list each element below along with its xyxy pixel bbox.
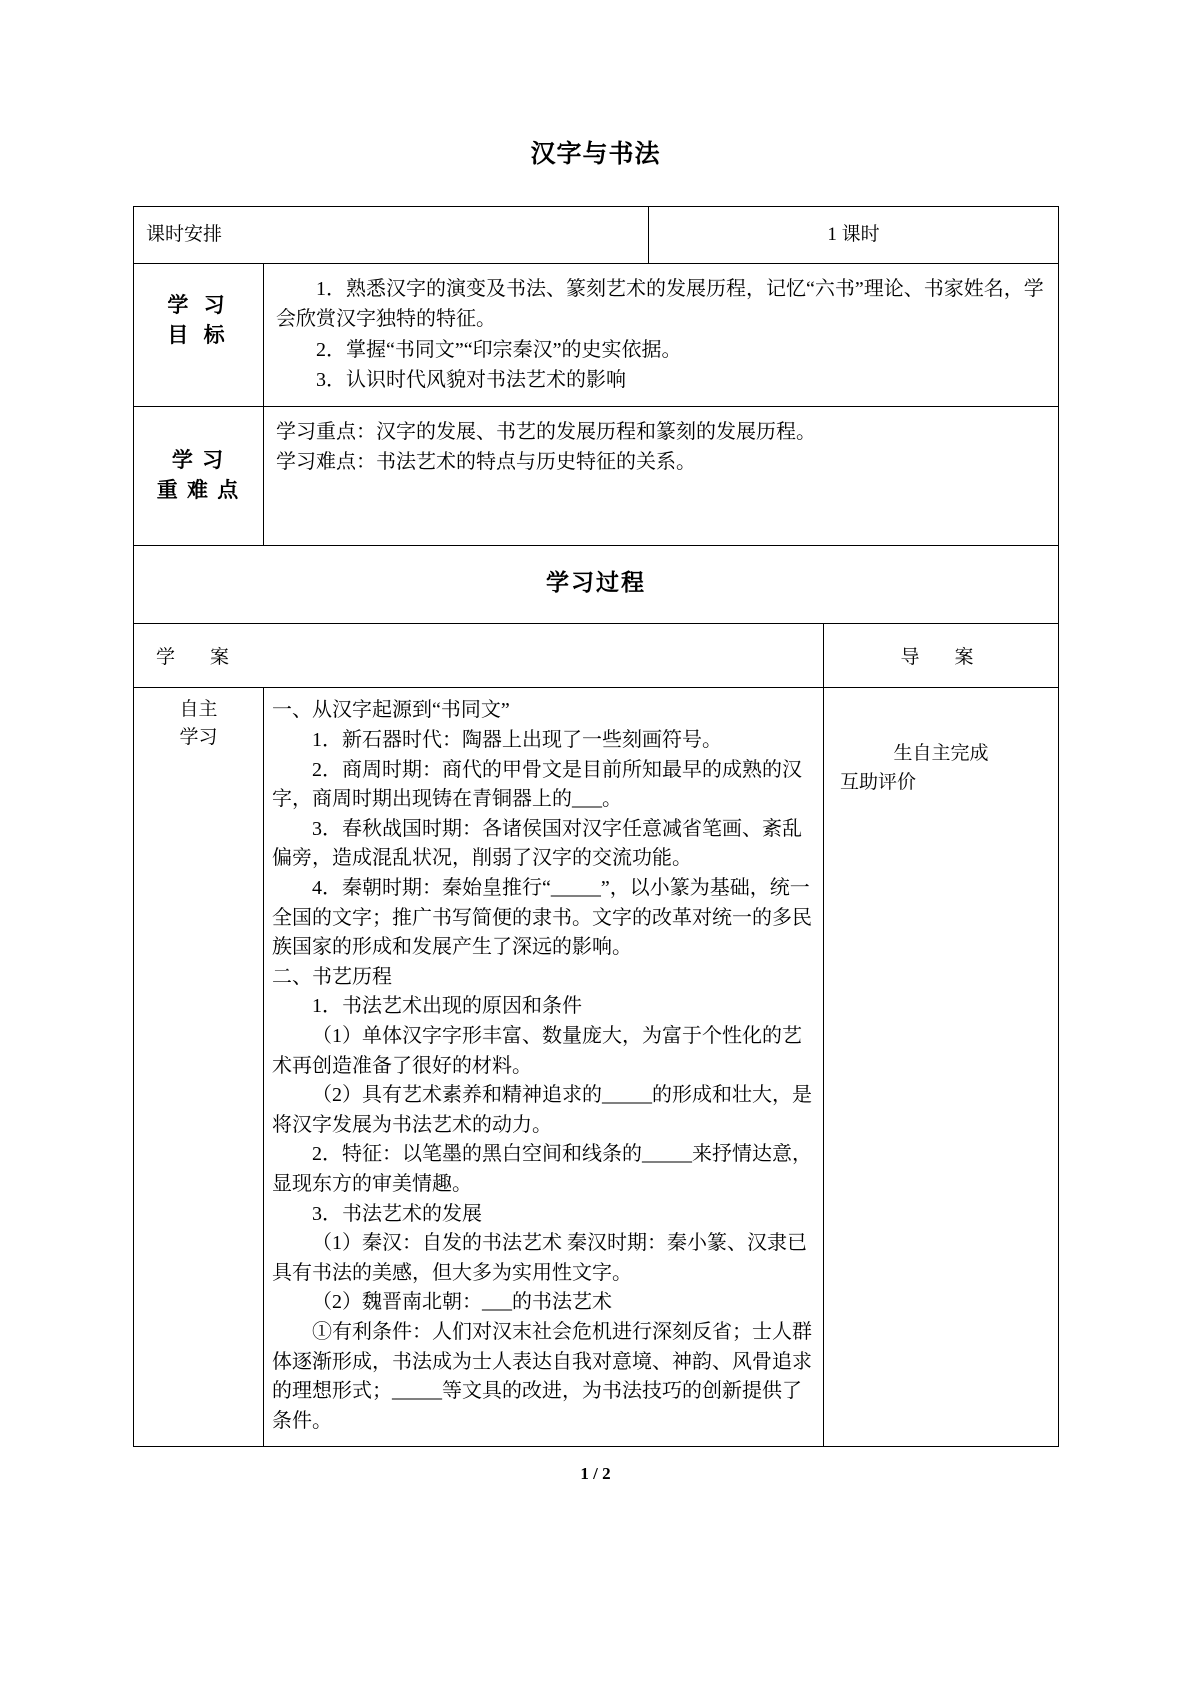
- table-row-column-headers: [134, 624, 1059, 688]
- study-paragraph: 二、书艺历程: [272, 965, 392, 988]
- objectives-label-line2: 目 标: [167, 323, 230, 348]
- study-paragraph: （1）单体汉字字形丰富、数量庞大，为富于个性化的艺术再创造准备了很好的材料。: [272, 1024, 802, 1077]
- study-body-text: [264, 688, 823, 1446]
- study-body-cell: [264, 688, 824, 1447]
- table-row-objectives: [134, 264, 1059, 407]
- key-points-content: [264, 407, 1058, 545]
- schedule-value: 1 课时: [827, 224, 880, 245]
- study-paragraph: （2）魏晋南北朝：___的书法艺术: [312, 1291, 612, 1314]
- key-point-line-2: 学习难点：书法艺术的特点与历史特征的关系。: [276, 450, 696, 473]
- key-points-label-line2: 重 难 点: [156, 478, 241, 502]
- study-paragraph: 1．书法艺术出现的原因和条件: [312, 995, 582, 1018]
- guide-body-cell: [824, 688, 1059, 1447]
- table-row-process-title: [134, 545, 1059, 624]
- objectives-content-cell: [264, 264, 1059, 407]
- objective-item-2: 2．掌握“书同文”“印宗秦汉”的史实依据。: [316, 338, 682, 361]
- schedule-label: 课时安排: [146, 224, 223, 245]
- process-title-cell: [134, 545, 1059, 624]
- study-paragraph: 1．新石器时代：陶器上出现了一些刻画符号。: [312, 729, 722, 752]
- lesson-plan-table: [133, 206, 1059, 1447]
- schedule-label-cell: [134, 207, 649, 264]
- study-paragraph: （2）具有艺术素养和精神追求的_____的形成和壮大，是将汉字发展为书法艺术的动力。: [272, 1084, 812, 1136]
- study-side-label-line1: 自主: [179, 699, 218, 721]
- study-paragraph: （1）秦汉：自发的书法艺术 秦汉时期：秦小篆、汉隶已具有书法的美感，但大多为实用性文字。: [272, 1232, 807, 1284]
- study-paragraph: 3．春秋战国时期：各诸侯国对汉字任意减省笔画、紊乱偏旁，造成混乱状况，削弱了汉字的交流功能。: [272, 817, 802, 870]
- study-paragraph: 一、从汉字起源到“书同文”: [272, 699, 510, 722]
- study-side-label-cell: [134, 688, 264, 1447]
- column-header-right: 导 案: [900, 647, 982, 669]
- table-row-schedule: [134, 207, 1059, 264]
- key-points-label-line1: 学 习: [171, 447, 226, 472]
- key-points-content-cell: [264, 406, 1059, 545]
- process-title: 学习过程: [546, 569, 647, 595]
- key-point-line-1: 学习重点：汉字的发展、书艺的发展历程和篆刻的发展历程。: [276, 420, 816, 443]
- column-header-left-cell: [134, 624, 824, 688]
- guide-line-1: 生自主完成: [893, 743, 989, 765]
- study-side-label: [134, 688, 263, 751]
- study-paragraph: 2．商周时期：商代的甲骨文是目前所知最早的成熟的汉字，商周时期出现铸在青铜器上的___。: [272, 758, 802, 811]
- table-row-key-points: [134, 406, 1059, 545]
- objective-item-3: 3．认识时代风貌对书法艺术的影响: [316, 369, 626, 392]
- study-paragraph: 3．书法艺术的发展: [312, 1202, 482, 1225]
- column-header-left: 学 案: [156, 647, 238, 669]
- study-side-label-line2: 学习: [179, 727, 218, 748]
- objectives-content: [264, 264, 1058, 406]
- schedule-value-cell: [649, 207, 1059, 264]
- key-points-label-cell: [134, 406, 264, 545]
- guide-line-2: 互助评价: [840, 771, 917, 793]
- study-paragraph: ①有利条件：人们对汉末社会危机进行深刻反省；士人群体逐渐形成，书法成为士人表达自我对意境、神韵、风骨追求的理想形式；_____等文具的改进，为书法技巧的创新提供了条件。: [272, 1320, 812, 1432]
- lesson-plan-table-wrapper: [133, 170, 1058, 1447]
- column-header-right-cell: [824, 624, 1059, 688]
- objectives-label-cell: [134, 264, 264, 407]
- study-paragraph: 2．特征：以笔墨的黑白空间和线条的_____来抒情达意，显现东方的审美情趣。: [272, 1143, 812, 1195]
- objective-item-1: 1．熟悉汉字的演变及书法、篆刻艺术的发展历程，记忆“六书”理论、书家姓名，学会欣赏汉字独特的特征。: [276, 278, 1044, 331]
- guide-body-text: [824, 688, 1058, 797]
- table-row-study-body: [134, 688, 1059, 1447]
- page-title: 汉字与书法: [530, 141, 661, 168]
- objectives-label-line1: 学 习: [167, 293, 230, 317]
- page-footer: 1 / 2: [580, 1464, 611, 1483]
- study-paragraph: 4．秦朝时期：秦始皇推行“_____”，以小篆为基础，统一全国的文字；推广书写简便的隶书。文字的改革对统一的多民族国家的形成和发展产生了深远的影响。: [272, 877, 812, 959]
